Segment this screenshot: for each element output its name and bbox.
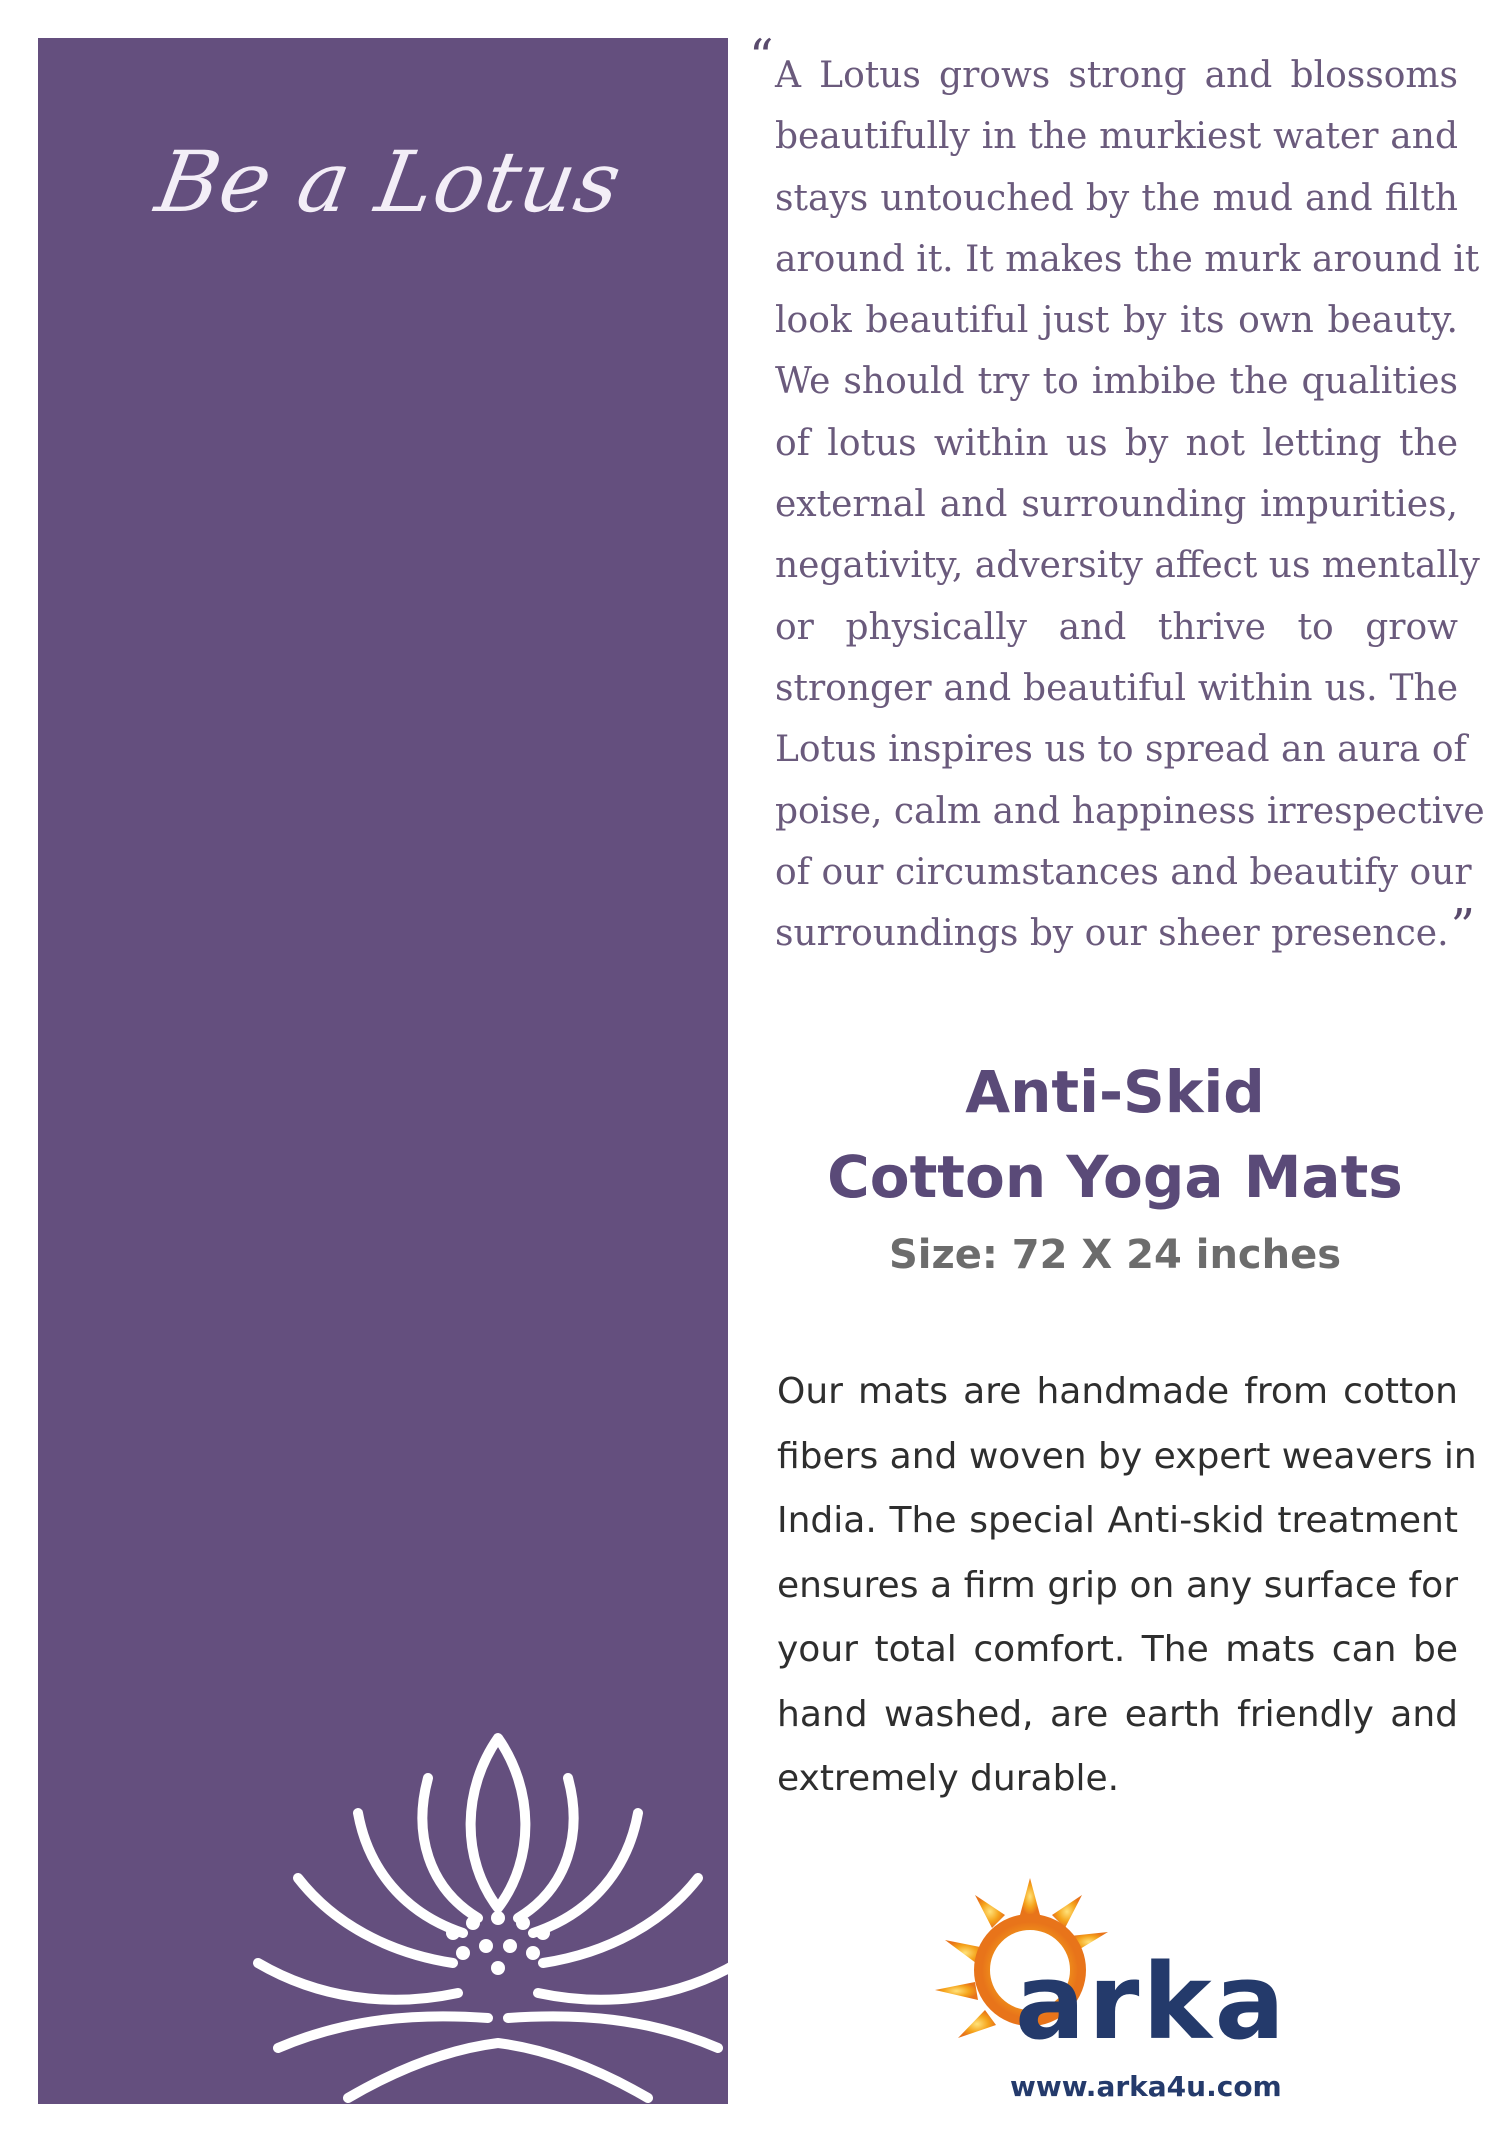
description-line: fibers and woven by expert weavers in [777,1435,1477,1477]
quote-line: Lotus inspires us to spread an aura of [775,729,1467,771]
quote-line-text: surroundings by our sheer presence. [775,913,1449,955]
description-line: hand washed, are earth friendly and [777,1693,1458,1735]
quote-line: around it. It makes the murk around it [775,238,1480,280]
description-line: India. The special Anti-skid treatment [777,1500,1458,1541]
description-line: your total comfort. The mats can be [777,1629,1458,1670]
lotus-flower-icon [238,1718,758,2108]
product-title-line-2: Cotton Yoga Mats [827,1143,1403,1211]
panel-title: Be a Lotus [149,133,629,231]
brand-url[interactable]: www.arka4u.com [1010,2070,1282,2103]
quote-line: of lotus within us by not letting the [775,422,1458,464]
quote-line: external and surrounding impurities, [775,484,1458,526]
open-quote-mark: “ [749,29,774,85]
product-size: Size: 72 X 24 inches [888,1232,1342,1278]
quote-line: stays untouched by the mud and filth [775,177,1458,219]
quote-line: or physically and thrive to grow [775,606,1458,648]
quote-line: negativity, adversity affect us mentally [775,545,1480,587]
close-quote-mark: ” [1450,899,1476,956]
product-title-line-1: Anti-Skid [965,1058,1265,1126]
brand-logo [930,1870,1310,2110]
product-description [777,1360,1477,1812]
description-line: extremely durable. [777,1758,1120,1799]
description-line: Our mats are handmade from cotton [777,1371,1458,1412]
lotus-quote [749,29,1485,964]
quote-line: stronger and beautiful within us. The [775,667,1458,709]
quote-line: poise, calm and happiness irrespective [775,790,1485,832]
lotus-panel [38,38,728,2104]
quote-line: We should try to imbibe the qualities [775,361,1458,403]
brand-name: arka [1015,1941,1288,2063]
quote-line: A Lotus grows strong and blossoms [775,55,1458,96]
quote-line: beautifully in the murkiest water and [775,116,1458,158]
quote-line: of our circumstances and beautify our [775,851,1472,893]
quote-line: look beautiful just by its own beauty. [775,300,1458,342]
quote-line [775,899,1476,964]
description-line: ensures a firm grip on any surface for [777,1564,1458,1606]
